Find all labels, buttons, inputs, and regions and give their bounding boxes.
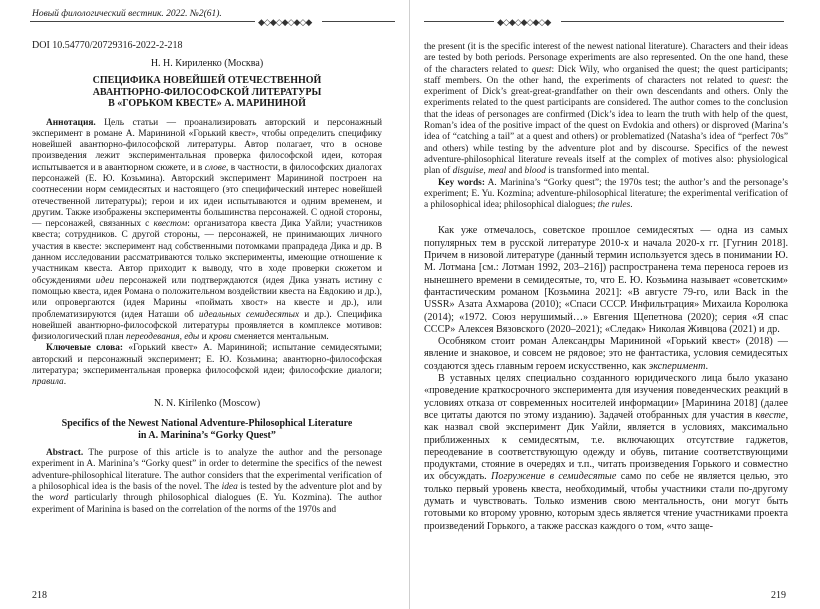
abstract-label-en: Abstract. (46, 448, 84, 459)
title-en-line-2: in A. Marinina’s “Gorky Quest” (138, 429, 276, 441)
left-column (32, 40, 382, 516)
title-en-line-1: Specifics of the Newest National Adventure-Philosophical Literature (61, 418, 353, 430)
title-ru-line-1: СПЕЦИФИКА НОВЕЙШЕЙ ОТЕЧЕСТВЕННОЙ (92, 75, 322, 86)
body-paragraph-1: Как уже отмечалось, советское прошлое семидесятых — одна из самых популярных тем в русской литературе 2010-х и начала 2020-х гг. [Гугнин 2018]. Причем в низовой литературе (данный термин используется здесь в понимании Ю. М. Лотмана [см.: Лотман 1992, 203–216]) распространена тема переноса героев из нынешнего времени в семидесятые, то, что Е. Ю. Козьмина называет «советским» фантастическим романом [Козьмина 2021]: «В августе 79-го, или Back in the USSR» Азата Ахмарова (2010); «Спаси СССР. Инфильтрация» Михаила Королюка (2014); «1972. Союз нерушимый…» Евгения Щепетнова (2020); серия «Я спас СССР» Алексея Вязовского (2020–2021); «Следак» Николая Живцова (2021) и др. (424, 225, 788, 335)
abstract-en: Abstract. The purpose of this article is to analyze the author and the personage experiment in A. Marinina’s “Gorky quest” in order to determine the specifics of the newest adventure-philosophical literature. The author considers that the experimental verification of a philosophical idea is the basis of the novel. The idea is tested by the adventure plot and by the word particularly through philosophical dialogues (E. Yu. Kozmina). The author experiment of Marinina is based on the correlation of the norms of the 1970s and (32, 448, 383, 515)
abstract-en-continued: the present (it is the specific interest of the newest national literature). Characters and their ideas are tested by both periods. Personage experiments are also represented. On the one hand, these of the characters related to quest: Dick Wily, who organised the quest; the quest participants; staff members. On the other hand, the experiments of characters not related to quest: the experiment of Dick’s great-great-grandfather on their own descendants and others. Only the experiments related to the quest participants are considered. The author comes to the conclusion that the ideas of personages are confirmed (Dick’s idea to learn the truth with help of the quest, Roman’s idea of the positive impact of the quest on Evdokia and others) or disproved (Marina’s idea of “catching a tail” at a quest and others) or problematized (Natasha’s idea of “perfect 70s” and others) while testing by the adventure plot and by discourse. Specifics of the newest adventure-philosophical literature reveals itself at the complex of motives also: physiological plan of disguise, meal and blood is transformed into mental. (424, 42, 789, 177)
keywords-label-en: Key words: (438, 177, 485, 188)
header-ornament: ◆◇◆◇◆◇◆◇◆ (30, 17, 395, 27)
abstract-ru: Аннотация. Цель статьи — проанализировать авторский и персонажный эксперимент в романе А. Марининой «Горький квест», чтобы определить специфику новейшей авантюрно-философской литературы. Автор полагает, что в основе произведения лежит экспериментальная проверка философской идеи, которая испытывается и в авантюрном сюжете, и в слове, в частности, в философских диалогах персонажей (Е. Ю. Козьмина). Авторский эксперимент Марининой построен на соотнесении норм семидесятых и настоящего (это специфический интерес новейшей отечественной литературы); герои и их идеи испытываются и одним временем, и другим. Также изображены эксперименты большинства персонажей. С одной стороны, — персонажей, связанных с квестом: организатора квеста Дика Уайли; участников квеста; сотрудников. С другой стороны, — персонажей, не принимающих личного участия в квесте: эксперимент над собственными потомками прапрадеда Дика и др. В данном исследовании рассматриваются только эксперименты, имеющие отношение к участникам квеста. Автор приходит к выводу, что в ходе проверки сюжетом и обсуждениями идеи персонажей или подтверждаются (идея Дика узнать истину с помощью квеста, идея Романа о положительном воздействии квеста на Евдокию и др.), или опровергаются (идея Марины «поймать хвост» на квесте и др.), или проблематизируются (идея Наташи об идеальных семидесятых и др.). Специфика новейшей авантюрно-философской литературы проявляется в комплексе мотивов: физиологический план переодевания, еды и крови сменяется ментальным. (32, 117, 383, 343)
body-paragraph-2: Особняком стоит роман Александры Марининой «Горький квест» (2018) — явление и знаковое, и совсем не рядовое; это не фантастика, условия семидесятых создаются здесь главным героем искусственно, как эксперимент. (424, 336, 788, 372)
author-ru: Н. Н. Кириленко (Москва) (150, 57, 264, 69)
right-page (410, 0, 820, 609)
right-column (424, 42, 788, 533)
doi: DOI 10.54770/20729316-2022-2-218 (32, 40, 183, 51)
body-paragraph-3: В уставных целях специально созданного юридического лица было указано «проведение краткосрочного эксперимента для изучения поведенческих реакций в условиях отказа от современных носителей информации» [Маринина 2018] (далее все цитаты даются по этому изданию). Задачей отобранных для участия в квесте, как назвал свой эксперимент Дик Уайли, является в условиях, максимально приближенных к семидесятым, т.е. включающих отсутствие гаджетов, переодевание в соответствующую одежду и обувь, питание соответствующими продуктами, стояние в очередях и т.п., читать произведения Горького и совместно их обсуждать. Погружение в семидесятые само по себе не является целью, это только первый уровень квеста, необходимый, чтобы участники стали по-другому думать и чувствовать. Только изменив свою ментальность, они могут быть готовыми ко второму уровню, которым здесь является чтение участниками проекта произведений Горького, а также рассказ каждого о том, «что заще- (424, 373, 789, 532)
author-en: N. N. Kirilenko (Moscow) (153, 397, 261, 409)
keywords-ru: Ключевые слова: «Горький квест» А. Марининой; испытание семидесятыми; авторский и персонажный эксперимент; Е. Ю. Козьмина; авантюрно-философская литература; экспериментальная проверка философской идеи; философские диалоги; правила. (32, 343, 382, 388)
abstract-label-ru: Аннотация. (46, 117, 96, 128)
running-head: Новый филологический вестник. 2022. №2(61). (32, 9, 222, 19)
page-number-right: 219 (771, 590, 786, 601)
keywords-label-ru: Ключевые слова: (46, 343, 124, 354)
page-number-left: 218 (32, 590, 47, 601)
title-ru-line-2: АВАНТЮРНО-ФИЛОСОФСКОЙ ЛИТЕРАТУРЫ (92, 86, 322, 98)
keywords-en: Key words: A. Marinina’s “Gorky quest”; the 1970s test; the author’s and the personage’s experiment; E. Yu. Kozmina; adventure-philosophical literature; the experimental verification of a philosophical idea; philosophical dialogues; the rules. (424, 177, 788, 211)
title-ru-line-3: В «ГОРЬКОМ КВЕСТЕ» А. МАРИНИНОЙ (108, 98, 306, 109)
header-ornament-right: ◆◇◆◇◆◇◆◇◆ (424, 17, 784, 27)
